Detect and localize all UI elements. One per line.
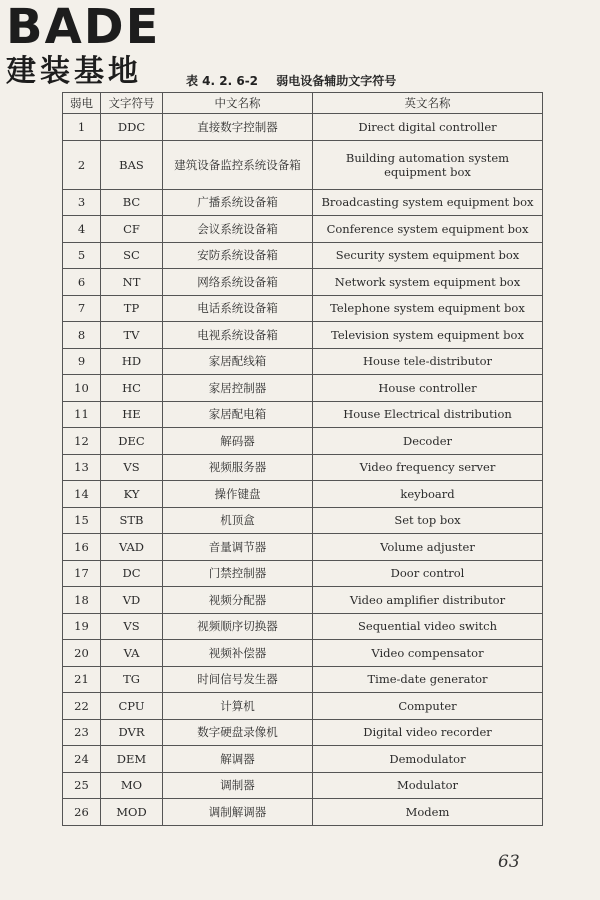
cell-index: 1: [63, 114, 101, 141]
cell-chinese-name: 操作键盘: [163, 481, 313, 508]
cell-code: MO: [101, 772, 163, 799]
cell-code: CPU: [101, 693, 163, 720]
cell-index: 24: [63, 746, 101, 773]
table-row: [63, 295, 543, 322]
cell-index: 11: [63, 401, 101, 428]
table-row: [63, 772, 543, 799]
cell-chinese-name: 机顶盒: [163, 507, 313, 534]
logo-subtitle: 建装基地: [6, 54, 142, 89]
cell-index: 4: [63, 216, 101, 243]
cell-index: 25: [63, 772, 101, 799]
cell-english-name: Modulator: [313, 772, 543, 799]
cell-code: STB: [101, 507, 163, 534]
cell-english-name: keyboard: [313, 481, 543, 508]
cell-chinese-name: 视频补偿器: [163, 640, 313, 667]
cell-code: CF: [101, 216, 163, 243]
cell-english-name: Decoder: [313, 428, 543, 455]
cell-english-name: Sequential video switch: [313, 613, 543, 640]
table-caption: [186, 72, 396, 89]
cell-index: 5: [63, 242, 101, 269]
table-row: [63, 348, 543, 375]
cell-index: 19: [63, 613, 101, 640]
cell-code: HE: [101, 401, 163, 428]
cell-english-name: Video compensator: [313, 640, 543, 667]
table-row: [63, 746, 543, 773]
cell-index: 20: [63, 640, 101, 667]
cell-code: KY: [101, 481, 163, 508]
table-row: [63, 114, 543, 141]
cell-english-name: Computer: [313, 693, 543, 720]
page-number: 63: [498, 852, 520, 872]
cell-chinese-name: 建筑设备监控系统设备箱: [163, 140, 313, 189]
cell-chinese-name: 数字硬盘录像机: [163, 719, 313, 746]
table-row: [63, 242, 543, 269]
cell-english-name: Security system equipment box: [313, 242, 543, 269]
cell-english-name: House tele-distributor: [313, 348, 543, 375]
table-row: [63, 401, 543, 428]
cell-english-name: Digital video recorder: [313, 719, 543, 746]
cell-chinese-name: 视频服务器: [163, 454, 313, 481]
cell-code: MOD: [101, 799, 163, 826]
table-row: [63, 375, 543, 402]
cell-code: TG: [101, 666, 163, 693]
cell-chinese-name: 家居配电箱: [163, 401, 313, 428]
cell-code: HC: [101, 375, 163, 402]
table-row: [63, 481, 543, 508]
cell-index: 16: [63, 534, 101, 561]
cell-english-name: Time-date generator: [313, 666, 543, 693]
cell-index: 17: [63, 560, 101, 587]
cell-index: 10: [63, 375, 101, 402]
cell-code: SC: [101, 242, 163, 269]
cell-english-name: Door control: [313, 560, 543, 587]
cell-chinese-name: 音量调节器: [163, 534, 313, 561]
cell-chinese-name: 安防系统设备箱: [163, 242, 313, 269]
cell-english-name: House Electrical distribution: [313, 401, 543, 428]
header-english-name: 英文名称: [313, 93, 543, 114]
cell-english-name: Conference system equipment box: [313, 216, 543, 243]
table-row: [63, 189, 543, 216]
cell-code: VAD: [101, 534, 163, 561]
cell-english-name: Direct digital controller: [313, 114, 543, 141]
table-body: [63, 114, 543, 826]
table-row: [63, 269, 543, 296]
cell-index: 9: [63, 348, 101, 375]
cell-english-name: Demodulator: [313, 746, 543, 773]
table-header-row: [63, 93, 543, 114]
cell-index: 15: [63, 507, 101, 534]
cell-english-name: Volume adjuster: [313, 534, 543, 561]
cell-code: TV: [101, 322, 163, 349]
header-code: 文字符号: [101, 93, 163, 114]
cell-chinese-name: 门禁控制器: [163, 560, 313, 587]
cell-chinese-name: 会议系统设备箱: [163, 216, 313, 243]
cell-code: VD: [101, 587, 163, 614]
table-row: [63, 613, 543, 640]
cell-chinese-name: 解调器: [163, 746, 313, 773]
table-row: [63, 640, 543, 667]
cell-chinese-name: 电视系统设备箱: [163, 322, 313, 349]
cell-chinese-name: 时间信号发生器: [163, 666, 313, 693]
table-title: 弱电设备辅助文字符号: [276, 74, 397, 88]
cell-index: 2: [63, 140, 101, 189]
cell-code: BAS: [101, 140, 163, 189]
symbol-table: [62, 92, 543, 826]
table-row: [63, 428, 543, 455]
table-row: [63, 560, 543, 587]
cell-chinese-name: 调制解调器: [163, 799, 313, 826]
table-row: [63, 534, 543, 561]
cell-chinese-name: 调制器: [163, 772, 313, 799]
cell-english-name: House controller: [313, 375, 543, 402]
cell-english-name: Set top box: [313, 507, 543, 534]
cell-code: DVR: [101, 719, 163, 746]
cell-index: 18: [63, 587, 101, 614]
cell-code: VA: [101, 640, 163, 667]
table-row: [63, 719, 543, 746]
cell-chinese-name: 电话系统设备箱: [163, 295, 313, 322]
table-row: [63, 666, 543, 693]
cell-index: 23: [63, 719, 101, 746]
logo-brand: BADE: [6, 0, 161, 55]
table-number: 表 4. 2. 6-2: [186, 74, 259, 88]
cell-chinese-name: 视频分配器: [163, 587, 313, 614]
cell-chinese-name: 直接数字控制器: [163, 114, 313, 141]
cell-code: NT: [101, 269, 163, 296]
cell-english-name: Network system equipment box: [313, 269, 543, 296]
cell-code: BC: [101, 189, 163, 216]
cell-chinese-name: 家居控制器: [163, 375, 313, 402]
header-index: 弱电: [63, 93, 101, 114]
cell-index: 12: [63, 428, 101, 455]
cell-index: 13: [63, 454, 101, 481]
cell-chinese-name: 广播系统设备箱: [163, 189, 313, 216]
table-row: [63, 587, 543, 614]
logo: [6, 2, 160, 90]
cell-index: 26: [63, 799, 101, 826]
cell-english-name: Broadcasting system equipment box: [313, 189, 543, 216]
cell-code: VS: [101, 454, 163, 481]
cell-index: 3: [63, 189, 101, 216]
cell-index: 21: [63, 666, 101, 693]
cell-index: 8: [63, 322, 101, 349]
table-row: [63, 216, 543, 243]
cell-index: 6: [63, 269, 101, 296]
table-row: [63, 140, 543, 189]
cell-index: 7: [63, 295, 101, 322]
table-row: [63, 799, 543, 826]
cell-code: DC: [101, 560, 163, 587]
cell-code: DEM: [101, 746, 163, 773]
cell-english-name: Modem: [313, 799, 543, 826]
header-chinese-name: 中文名称: [163, 93, 313, 114]
cell-index: 14: [63, 481, 101, 508]
cell-index: 22: [63, 693, 101, 720]
table-row: [63, 454, 543, 481]
cell-chinese-name: 家居配线箱: [163, 348, 313, 375]
cell-chinese-name: 网络系统设备箱: [163, 269, 313, 296]
cell-code: DEC: [101, 428, 163, 455]
cell-code: DDC: [101, 114, 163, 141]
cell-code: HD: [101, 348, 163, 375]
table-row: [63, 693, 543, 720]
cell-english-name: Video amplifier distributor: [313, 587, 543, 614]
table-row: [63, 322, 543, 349]
cell-code: VS: [101, 613, 163, 640]
cell-english-name: Building automation system equipment box: [313, 140, 543, 189]
cell-chinese-name: 解码器: [163, 428, 313, 455]
table-row: [63, 507, 543, 534]
cell-english-name: Telephone system equipment box: [313, 295, 543, 322]
cell-chinese-name: 计算机: [163, 693, 313, 720]
cell-chinese-name: 视频顺序切换器: [163, 613, 313, 640]
cell-code: TP: [101, 295, 163, 322]
cell-english-name: Television system equipment box: [313, 322, 543, 349]
cell-english-name: Video frequency server: [313, 454, 543, 481]
